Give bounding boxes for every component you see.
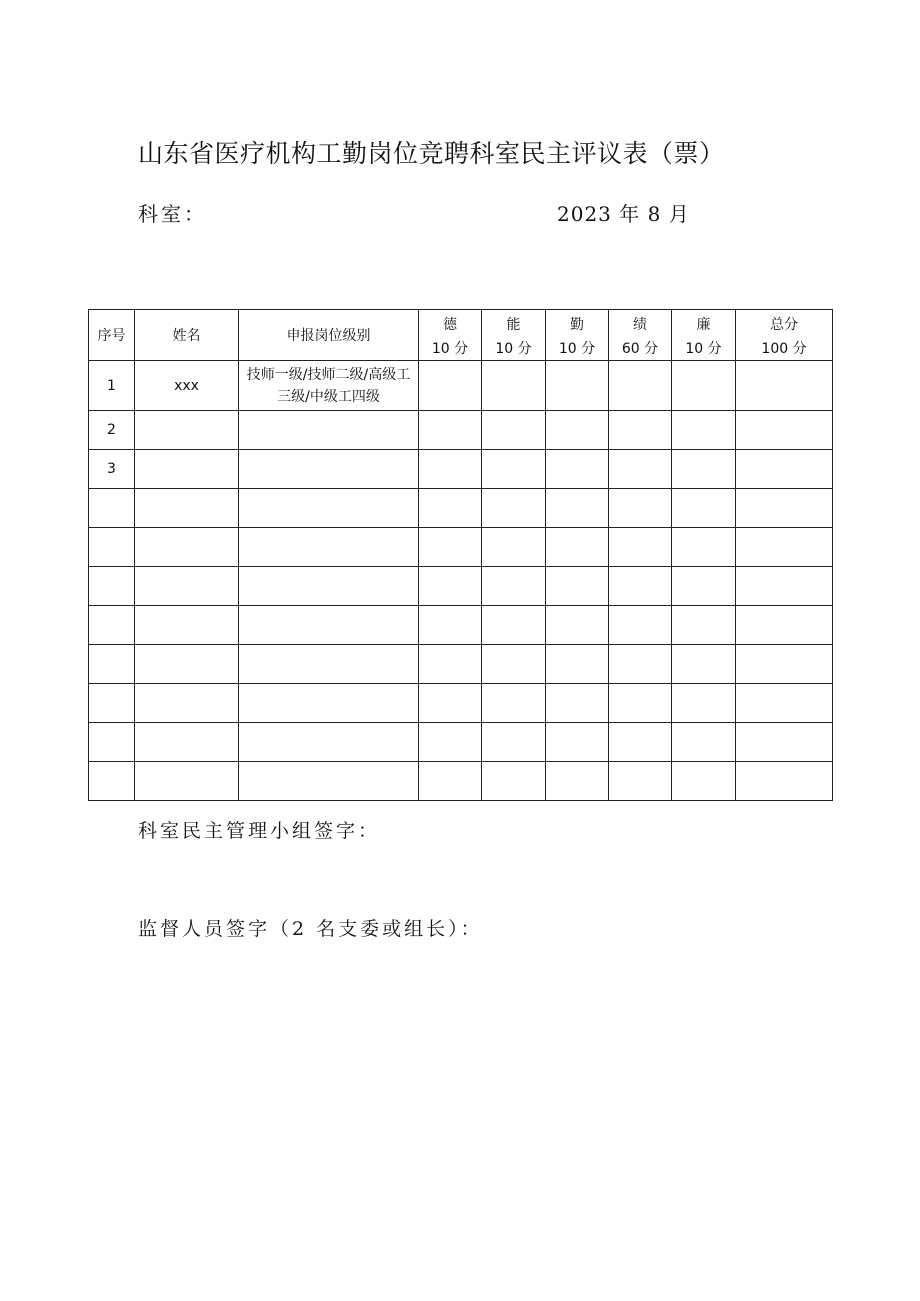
cell-qin[interactable] (546, 411, 609, 450)
header-qin-label: 勤 (570, 317, 584, 333)
cell-name: xxx (135, 361, 239, 411)
committee-signature-label: 科室民主管理小组签字： (138, 820, 381, 842)
cell-seq[interactable] (89, 567, 135, 606)
cell-de[interactable] (419, 723, 482, 762)
supervisor-signature-label: 监督人员签字（2 名支委或组长）： (138, 918, 483, 940)
cell-de[interactable] (419, 411, 482, 450)
cell-neng[interactable] (482, 489, 546, 528)
cell-total[interactable] (736, 361, 833, 411)
header-qin (546, 310, 609, 361)
cell-qin[interactable] (546, 606, 609, 645)
cell-qin[interactable] (546, 762, 609, 801)
cell-total[interactable] (736, 723, 833, 762)
cell-level[interactable] (239, 567, 419, 606)
table-row (89, 762, 833, 801)
header-neng-points: 10 分 (495, 341, 532, 357)
cell-ji[interactable] (609, 606, 672, 645)
cell-total[interactable] (736, 684, 833, 723)
cell-de[interactable] (419, 567, 482, 606)
header-total-points: 100 分 (761, 341, 807, 357)
cell-seq[interactable] (89, 606, 135, 645)
cell-lian[interactable] (672, 567, 736, 606)
cell-seq: 2 (89, 411, 135, 450)
cell-neng[interactable] (482, 684, 546, 723)
cell-neng[interactable] (482, 645, 546, 684)
cell-de[interactable] (419, 762, 482, 801)
header-lian-label: 廉 (696, 317, 711, 333)
header-qin-points: 10 分 (558, 341, 596, 357)
cell-name[interactable] (135, 645, 239, 684)
cell-level[interactable] (239, 606, 419, 645)
cell-neng[interactable] (482, 762, 546, 801)
cell-name[interactable] (135, 567, 239, 606)
cell-seq: 1 (89, 361, 135, 411)
cell-neng[interactable] (482, 567, 546, 606)
cell-qin[interactable] (546, 645, 609, 684)
cell-name[interactable] (135, 762, 239, 801)
cell-ji[interactable] (609, 489, 672, 528)
cell-neng[interactable] (482, 528, 546, 567)
cell-lian[interactable] (672, 361, 736, 411)
table-row (89, 450, 833, 489)
cell-neng[interactable] (482, 411, 546, 450)
cell-total[interactable] (736, 645, 833, 684)
cell-total[interactable] (736, 489, 833, 528)
evaluation-table (88, 309, 833, 801)
cell-neng[interactable] (482, 361, 546, 411)
cell-ji[interactable] (609, 645, 672, 684)
cell-neng[interactable] (482, 723, 546, 762)
cell-lian[interactable] (672, 723, 736, 762)
table-header-row (89, 310, 833, 361)
cell-level[interactable] (239, 762, 419, 801)
cell-total[interactable] (736, 411, 833, 450)
cell-de[interactable] (419, 489, 482, 528)
cell-lian[interactable] (672, 606, 736, 645)
table-row (89, 411, 833, 450)
cell-qin[interactable] (546, 489, 609, 528)
cell-lian[interactable] (672, 411, 736, 450)
cell-name[interactable] (135, 450, 239, 489)
cell-ji[interactable] (609, 450, 672, 489)
header-level: 申报岗位级别 (239, 310, 419, 361)
cell-level: 技师一级/技师二级/高级工三级/中级工四级 (239, 361, 419, 411)
cell-name[interactable] (135, 411, 239, 450)
cell-total[interactable] (736, 450, 833, 489)
cell-qin[interactable] (546, 723, 609, 762)
header-name: 姓名 (135, 310, 239, 361)
cell-level[interactable] (239, 489, 419, 528)
cell-name[interactable] (135, 723, 239, 762)
header-ji (609, 310, 672, 361)
cell-qin[interactable] (546, 450, 609, 489)
cell-level[interactable] (239, 645, 419, 684)
header-ji-label: 绩 (633, 317, 647, 333)
header-lian (672, 310, 736, 361)
cell-ji[interactable] (609, 567, 672, 606)
table-row (89, 645, 833, 684)
cell-lian[interactable] (672, 450, 736, 489)
table-row (89, 361, 833, 411)
page-title: 山东省医疗机构工勤岗位竞聘科室民主评议表（票） (138, 139, 725, 168)
header-total-label: 总分 (770, 317, 798, 333)
table-row (89, 528, 833, 567)
cell-level[interactable] (239, 684, 419, 723)
cell-lian[interactable] (672, 528, 736, 567)
header-lian-points: 10 分 (685, 341, 722, 357)
cell-qin[interactable] (546, 528, 609, 567)
table-row (89, 723, 833, 762)
cell-lian[interactable] (672, 645, 736, 684)
cell-neng[interactable] (482, 606, 546, 645)
cell-name[interactable] (135, 606, 239, 645)
cell-seq[interactable] (89, 489, 135, 528)
cell-seq[interactable] (89, 723, 135, 762)
cell-seq[interactable] (89, 645, 135, 684)
cell-total[interactable] (736, 606, 833, 645)
cell-level[interactable] (239, 723, 419, 762)
cell-seq[interactable] (89, 528, 135, 567)
cell-de[interactable] (419, 528, 482, 567)
cell-seq[interactable] (89, 762, 135, 801)
cell-total[interactable] (736, 528, 833, 567)
department-label: 科室： (138, 202, 207, 226)
cell-ji[interactable] (609, 361, 672, 411)
cell-lian[interactable] (672, 762, 736, 801)
table-row (89, 606, 833, 645)
cell-name[interactable] (135, 489, 239, 528)
cell-total[interactable] (736, 567, 833, 606)
cell-ji[interactable] (609, 723, 672, 762)
header-de-points: 10 分 (431, 341, 469, 357)
header-de (419, 310, 482, 361)
table-row (89, 684, 833, 723)
cell-de[interactable] (419, 606, 482, 645)
header-seq: 序号 (89, 310, 135, 361)
cell-seq: 3 (89, 450, 135, 489)
cell-qin[interactable] (546, 684, 609, 723)
cell-ji[interactable] (609, 762, 672, 801)
cell-lian[interactable] (672, 684, 736, 723)
cell-total[interactable] (736, 762, 833, 801)
header-total (736, 310, 833, 361)
cell-de[interactable] (419, 361, 482, 411)
cell-level[interactable] (239, 411, 419, 450)
cell-ji[interactable] (609, 528, 672, 567)
cell-lian[interactable] (672, 489, 736, 528)
cell-name[interactable] (135, 528, 239, 567)
cell-neng[interactable] (482, 450, 546, 489)
cell-de[interactable] (419, 450, 482, 489)
cell-seq[interactable] (89, 684, 135, 723)
cell-qin[interactable] (546, 567, 609, 606)
cell-level[interactable] (239, 450, 419, 489)
cell-ji[interactable] (609, 411, 672, 450)
cell-de[interactable] (419, 645, 482, 684)
cell-qin[interactable] (546, 361, 609, 411)
cell-name[interactable] (135, 684, 239, 723)
header-neng-label: 能 (506, 317, 521, 333)
cell-ji[interactable] (609, 684, 672, 723)
date-text: 2023 年 8 月 (557, 202, 690, 226)
header-ji-points: 60 分 (621, 341, 659, 357)
cell-level[interactable] (239, 528, 419, 567)
table-row (89, 489, 833, 528)
table-row (89, 567, 833, 606)
header-neng (482, 310, 546, 361)
header-de-label: 德 (443, 317, 457, 333)
cell-de[interactable] (419, 684, 482, 723)
